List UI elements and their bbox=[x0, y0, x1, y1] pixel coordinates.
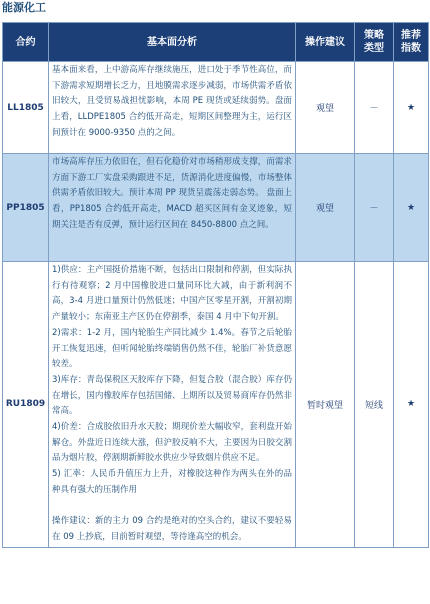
analysis-cell: 基本面来看，上中游高库存继续施压，进口处于季节性高位，而下游需求短期增长乏力，且地膜需求逐步减弱，市场供需矛盾依旧较大，且受贸易战担忧影响，本周 PE 现货或延续弱势。盘面上看，LLDPE1805 合约低开高走，短期区间整理为主，运行区间预计在 9000-9350 点的之间。 bbox=[49, 62, 296, 154]
strategy-cell: 短线 bbox=[355, 262, 394, 548]
advice-cell: 观望 bbox=[296, 62, 355, 154]
strategy-table bbox=[2, 22, 429, 548]
analysis-paragraph-inventory: 3)库存：青岛保税区天胶库存下降，但复合胶（混合胶）库存仍在增长，国内橡胶库存包括国储、上期所以及贸易商库存仍然非常高。 bbox=[52, 374, 292, 417]
table-row-pp1805 bbox=[3, 154, 429, 262]
contract-cell: PP1805 bbox=[3, 154, 49, 262]
analysis-paragraph-demand: 2)需求：1-2 月，国内轮胎生产同比减少 1.4%。春节之后轮胎开工恢复迅速，但听闻轮胎终端销售仍然不佳，轮胎厂补货意愿较差。 bbox=[52, 327, 292, 370]
recommend-star: ★ bbox=[394, 154, 429, 262]
analysis-paragraph-advice: 操作建议：新的主力 09 合约是绝对的空头合约，建议不要轻易在 09 上抄底，目前暂时观望，等待逢高空的机会。 bbox=[52, 516, 292, 542]
analysis-paragraph-supply: 1)供应：主产国挺价措施不断，包括出口限制和停割，但实际执行有待观察；2 月中国橡胶进口量同环比大减，由于新利润不高，3-4 月进口量预计仍然低迷；中国产区零星开割，开割初期产量较小；东南亚主产区仍在停割季，泰国 4 月中下旬开割。 bbox=[52, 265, 292, 323]
header-index-line1: 推荐 bbox=[401, 30, 421, 41]
recommend-star: ★ bbox=[394, 62, 429, 154]
header-strategy-line1: 策略 bbox=[364, 30, 384, 41]
contract-cell: RU1809 bbox=[3, 262, 49, 548]
header-contract: 合约 bbox=[3, 23, 49, 62]
recommend-star: ★ bbox=[394, 262, 429, 548]
header-advice: 操作建议 bbox=[296, 23, 355, 62]
advice-cell: 暂时观望 bbox=[296, 262, 355, 548]
analysis-cell: 市场高库存压力依旧在，但石化稳价对市场稍形成支撑，而需求方面下游工厂实盘采购跟进不足，货源消化进度偏慢，市场整体供需矛盾依旧较大。预计本周 PP 现货呈震荡走弱态势。 盘面上看，PP1805 合约低开高走，MACD 超买区间有金叉迹象，短期关注是否有反弹，预计运行区间在 8450-8800 点之间。 bbox=[49, 154, 296, 262]
strategy-cell: － bbox=[355, 154, 394, 262]
section-title: 能源化工 bbox=[2, 1, 46, 14]
header-strategy-line2: 类型 bbox=[364, 43, 384, 54]
advice-cell: 观望 bbox=[296, 154, 355, 262]
analysis-blank-line bbox=[52, 499, 292, 515]
header-index-line2: 指数 bbox=[401, 43, 421, 54]
table-row-ll1805 bbox=[3, 62, 429, 154]
header-recommend-index bbox=[394, 23, 429, 62]
analysis-cell bbox=[49, 262, 296, 548]
header-strategy-type bbox=[355, 23, 394, 62]
strategy-cell: － bbox=[355, 62, 394, 154]
analysis-paragraph-fx: 5) 汇率：人民币升值压力上升，对橡胶这种作为两头在外的品种具有强大的压制作用 bbox=[52, 469, 292, 495]
contract-cell: LL1805 bbox=[3, 62, 49, 154]
header-analysis: 基本面分析 bbox=[49, 23, 296, 62]
analysis-paragraph-spread: 4)价差：合成胶依旧升水天胶；期现价差大幅收窄，套利盘开始解仓。外盘近日连续大涨，但沪胶反响不大，主要因为日胶交割品为烟片胶，停割期新鲜胶水供应少导致烟片供应不足。 bbox=[52, 422, 292, 464]
table-row-ru1809 bbox=[3, 262, 429, 548]
table-header-row bbox=[3, 23, 429, 62]
